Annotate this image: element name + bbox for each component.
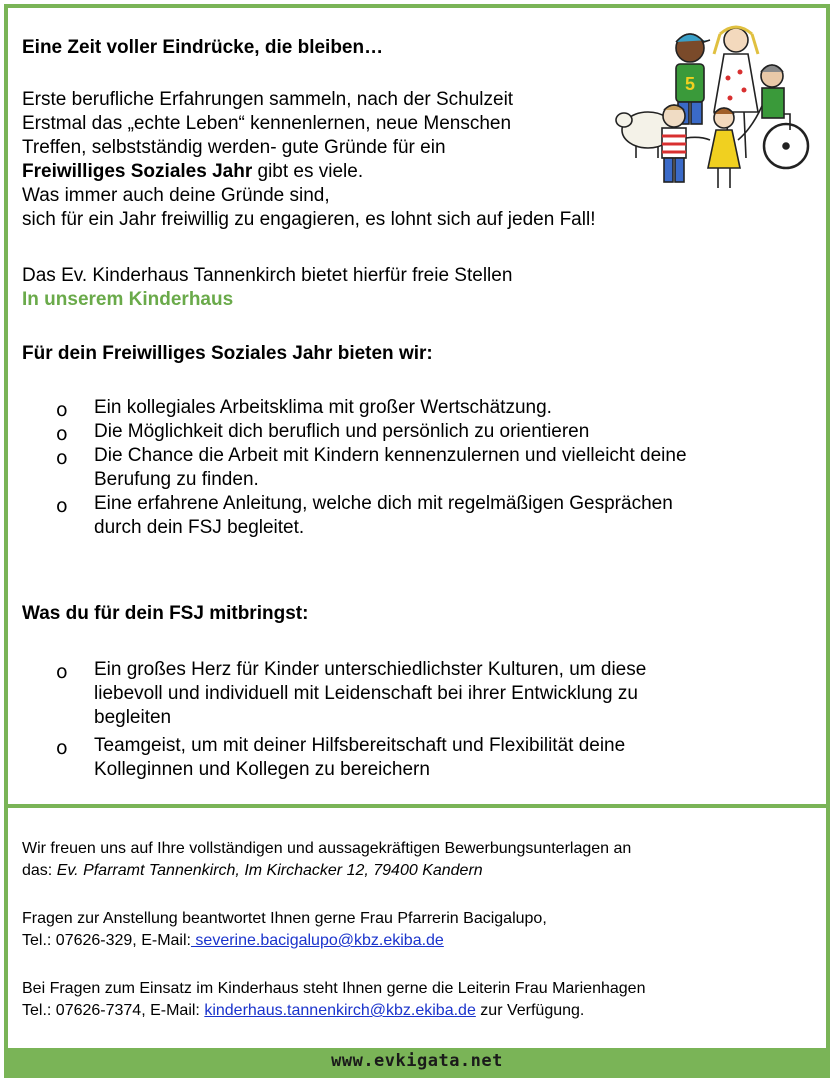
- offer-line: Das Ev. Kinderhaus Tannenkirch bietet hierfür freie Stellen: [22, 265, 513, 286]
- reason-line-2: sich für ein Jahr freiwillig zu engagieren, es lohnt sich auf jeden Fall!: [22, 209, 596, 230]
- question-2-line-2: [22, 1000, 584, 1022]
- list-item: [94, 420, 589, 444]
- bullet-marker: o: [56, 495, 68, 517]
- q1-phone: Tel.: 07626-329, E-Mail:: [22, 932, 191, 949]
- list-item: [94, 734, 625, 782]
- apply-line-1: Wir freuen uns auf Ihre vollständigen und aussagekräftigen Bewerbungsunterlagen an: [22, 840, 632, 857]
- apply-address: Ev. Pfarramt Tannenkirch, Im Kirchacker 12, 79400 Kandern: [56, 862, 483, 879]
- apply-prefix: das:: [22, 862, 57, 879]
- list-item-line: Kolleginnen und Kollegen zu bereichern: [94, 759, 430, 780]
- list-item-line: Ein kollegiales Arbeitsklima mit großer Wertschätzung.: [94, 397, 552, 418]
- intro-line-1: Erste berufliche Erfahrungen sammeln, nach der Schulzeit: [22, 89, 514, 110]
- shirt-number: 5: [685, 74, 696, 94]
- footer-bar: [8, 1048, 826, 1074]
- flyer-title: Eine Zeit voller Eindrücke, die bleiben…: [22, 37, 384, 58]
- bullet-marker: o: [56, 661, 68, 683]
- list-item-line: durch dein FSJ begleitet.: [94, 517, 305, 538]
- list-item-line: Teamgeist, um mit deiner Hilfsbereitschaft und Flexibilität deine: [94, 735, 626, 756]
- question-1-line-1: Fragen zur Anstellung beantwortet Ihnen gerne Frau Pfarrerin Bacigalupo,: [22, 910, 547, 927]
- footer-url[interactable]: www.evkigata.net: [331, 1051, 503, 1071]
- list-item-line: Die Chance die Arbeit mit Kindern kennenzulernen und vielleicht deine: [94, 445, 687, 466]
- email-link-kinderhaus[interactable]: kinderhaus.tannenkirch@kbz.ekiba.de: [204, 1002, 476, 1019]
- bullet-marker: o: [56, 423, 68, 445]
- contact-section: [8, 808, 826, 1044]
- list-item: [94, 444, 687, 492]
- reason-line-1: Was immer auch deine Gründe sind,: [22, 185, 330, 206]
- fsj-rest-text: gibt es viele.: [252, 161, 364, 182]
- fsj-bold-text: Freiwilliges Soziales Jahr: [22, 161, 253, 182]
- list-item-line: Eine erfahrene Anleitung, welche dich mit regelmäßigen Gesprächen: [94, 493, 673, 514]
- flyer-main-section: [8, 8, 826, 804]
- intro-line-3: Treffen, selbstständig werden- gute Gründe für ein: [22, 137, 446, 158]
- list-item-line: Berufung zu finden.: [94, 469, 259, 490]
- offer-heading: Für dein Freiwilliges Soziales Jahr bieten wir:: [22, 343, 433, 364]
- list-item: [94, 658, 646, 730]
- list-item-line: Ein großes Herz für Kinder unterschiedlichster Kulturen, um diese: [94, 659, 647, 680]
- q2-phone: Tel.: 07626-7374, E-Mail:: [22, 1002, 205, 1019]
- question-2-line-1: Bei Fragen zum Einsatz im Kinderhaus steht Ihnen gerne die Leiterin Frau Marienhagen: [22, 980, 646, 997]
- fsj-line: [22, 160, 363, 184]
- bullet-marker: o: [56, 447, 68, 469]
- email-link-bacigalupo[interactable]: severine.bacigalupo@kbz.ekiba.de: [190, 932, 444, 949]
- list-item-line: begleiten: [94, 707, 172, 728]
- flyer-frame: [4, 4, 830, 1078]
- offer-place: In unserem Kinderhaus: [22, 289, 234, 310]
- bring-heading: Was du für dein FSJ mitbringst:: [22, 603, 309, 624]
- apply-line-2: [22, 860, 483, 882]
- list-item-line: liebevoll und individuell mit Leidenschaft bei ihrer Entwicklung zu: [94, 683, 638, 704]
- list-item: [94, 396, 552, 420]
- intro-line-2: Erstmal das „echte Leben“ kennenlernen, neue Menschen: [22, 113, 512, 134]
- bullet-marker: o: [56, 737, 68, 759]
- question-1-line-2: [22, 930, 444, 952]
- q2-suffix: zur Verfügung.: [475, 1002, 585, 1019]
- bullet-marker: o: [56, 399, 68, 421]
- list-item: [94, 492, 673, 540]
- children-group-illustration: [614, 18, 810, 196]
- list-item-line: Die Möglichkeit dich beruflich und persönlich zu orientieren: [94, 421, 590, 442]
